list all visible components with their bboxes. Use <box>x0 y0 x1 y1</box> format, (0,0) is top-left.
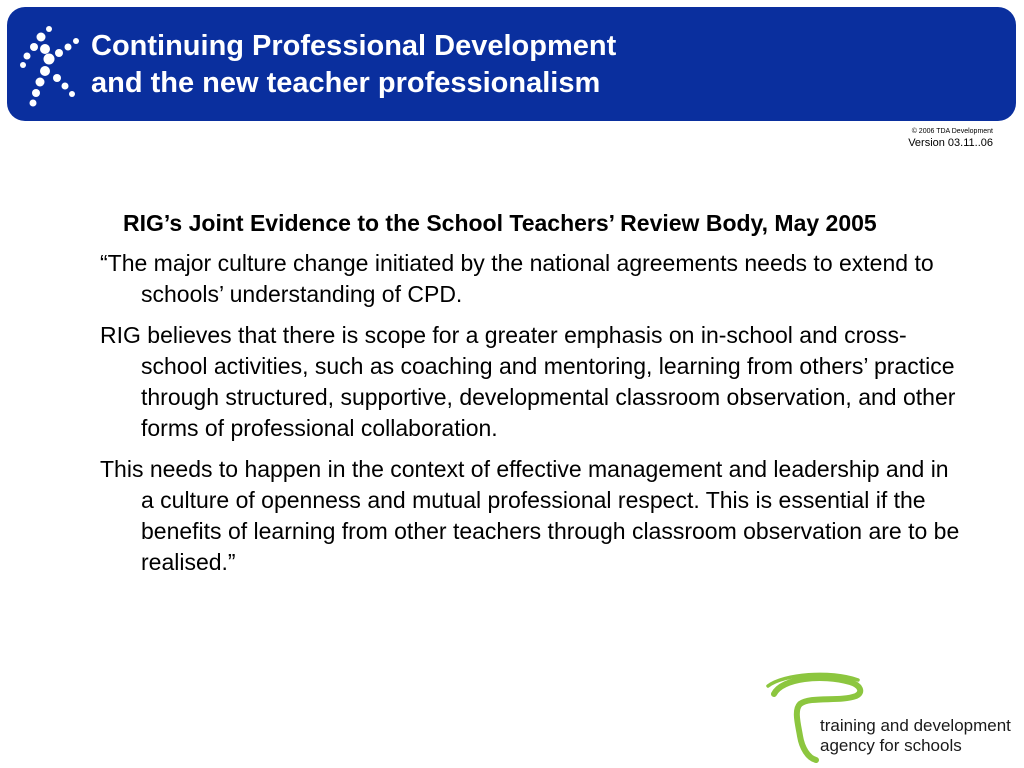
body-paragraph-1: “The major culture change initiated by the national agreements needs to extend to schools’ understanding of CPD. <box>100 250 934 307</box>
tda-logo-text <box>820 716 1011 756</box>
tda-logo-line2: agency for schools <box>820 736 962 755</box>
slide-title <box>91 28 616 102</box>
copyright-text: © 2006 TDA Development <box>911 128 993 135</box>
body-paragraph-2: RIG believes that there is scope for a greater emphasis on in-school and cross-school activities, such as coaching and mentoring, learning from others’ practice through structured, supportive, developmental classroom observation, and other forms of professional collaboration. <box>100 322 956 441</box>
body-heading: RIG’s Joint Evidence to the School Teachers’ Review Body, May 2005 <box>123 210 877 236</box>
tda-logo <box>760 672 1011 764</box>
version-text: Version 03.11..06 <box>908 137 993 149</box>
slide-title-line2: and the new teacher professionalism <box>91 67 601 99</box>
slide-title-line1: Continuing Professional Development <box>91 30 617 62</box>
slide-body <box>100 208 960 588</box>
body-paragraph-3: This needs to happen in the context of effective management and leadership and in a culture of openness and mutual professional respect. This is essential if the benefits of learning from other teachers through classroom observation are to be realised.” <box>100 456 960 575</box>
version-info <box>908 127 993 150</box>
title-banner <box>7 7 1016 121</box>
tda-star-mark-icon <box>19 23 83 111</box>
tda-logo-line1: training and development <box>820 716 1011 735</box>
